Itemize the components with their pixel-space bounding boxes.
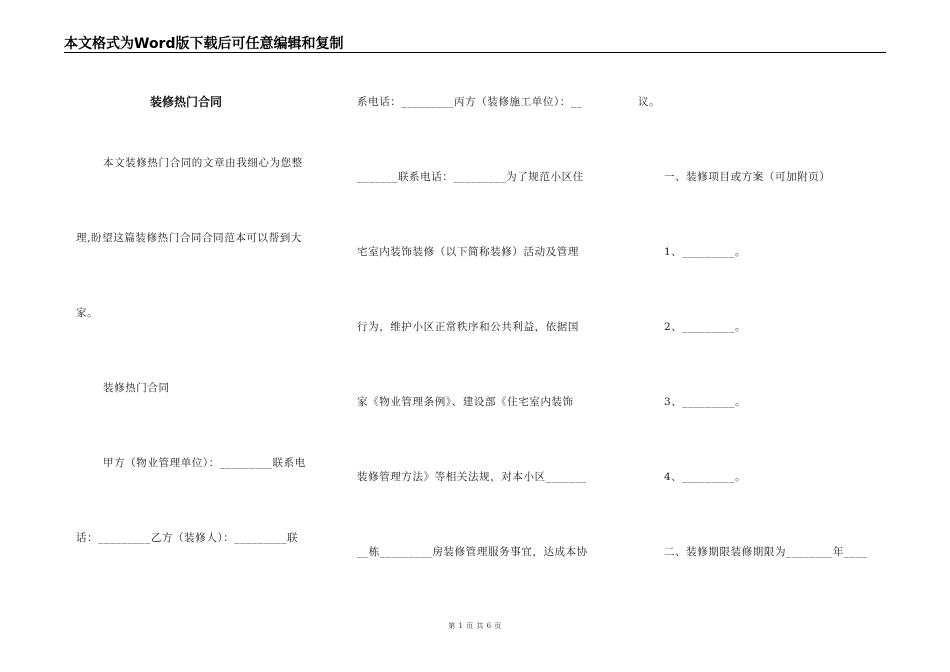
column1-line-5: 甲方（物业管理单位）：_________联系电 xyxy=(103,457,306,469)
column3-line-3: 1、_________。 xyxy=(664,246,747,258)
document-title: 装修热门合同 xyxy=(150,95,223,109)
column1-line-2: 理,盼望这篇装修热门合同合同范本可以帮到大 xyxy=(76,232,302,244)
column3-line-7: 二、装修期限装修期限为________年____ xyxy=(664,546,868,558)
column3-line-5: 3、_________。 xyxy=(664,396,747,408)
header-divider xyxy=(64,52,886,53)
column3-line-6: 4、_________。 xyxy=(664,471,747,483)
column1-line-6: 话：_________乙方（装修人）：_________联 xyxy=(76,532,299,544)
column1-line-1: 本文装修热门合同的文章由我细心为您整 xyxy=(103,157,303,169)
column2-line-3: 宅室内装饰装修（以下简称装修）活动及管理 xyxy=(357,246,579,258)
document-header: 本文格式为Word版下载后可任意编辑和复制 xyxy=(64,36,344,52)
column1-line-4: 装修热门合同 xyxy=(103,382,170,394)
page-number: 第 1 页 共 6 页 xyxy=(448,622,502,630)
column2-line-4: 行为，维护小区正常秩序和公共利益，依据国 xyxy=(357,321,579,333)
column2-line-1: 系电话：_________丙方（装修施工单位）：__ xyxy=(357,96,583,108)
column1-line-3: 家。 xyxy=(76,307,99,319)
column2-line-6: 装修管理方法》等相关法规，对本小区_______ xyxy=(357,471,587,483)
column3-line-1: 议。 xyxy=(638,96,661,108)
column3-line-2: 一、装修项目或方案（可加附页） xyxy=(664,171,831,183)
column2-line-2: _______联系电话：_________为了规范小区住 xyxy=(357,171,584,183)
column3-line-4: 2、_________。 xyxy=(664,321,747,333)
column2-line-5: 家《物业管理条例》、建设部《住宅室内装饰 xyxy=(357,396,574,408)
column2-line-7: __栋_________房装修管理服务事宜，达成本协 xyxy=(357,546,588,558)
